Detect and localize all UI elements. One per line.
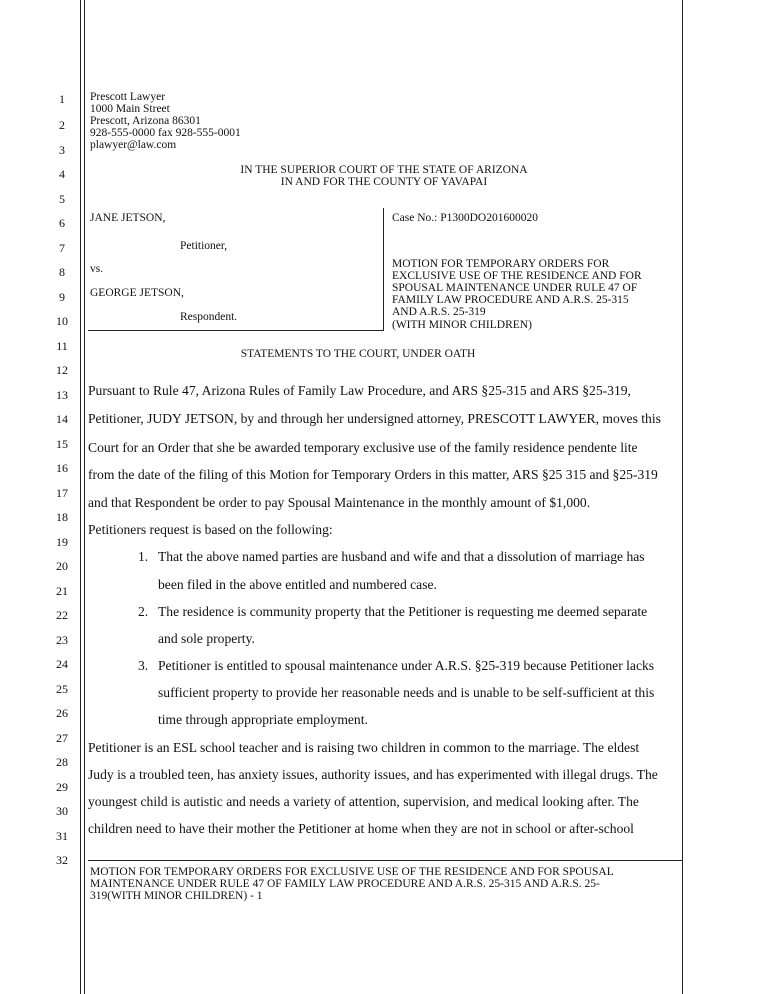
list-line: The residence is community property that the Petitioner is requesting me deemed separate bbox=[158, 604, 648, 619]
line-number: 16 bbox=[56, 461, 68, 475]
list-line: been filed in the above entitled and numbered case. bbox=[158, 577, 437, 592]
left-margin-rule-inner bbox=[84, 0, 85, 994]
list-line: and sole property. bbox=[158, 631, 255, 646]
attorney-city: Prescott, Arizona 86301 bbox=[90, 115, 201, 127]
motion-title-line: SPOUSAL MAINTENANCE UNDER RULE 47 OF bbox=[392, 282, 638, 294]
respondent-role: Respondent. bbox=[180, 311, 238, 323]
line-number: 4 bbox=[59, 167, 65, 181]
attorney-name: Prescott Lawyer bbox=[90, 91, 166, 103]
left-margin-rule bbox=[80, 0, 81, 994]
body-line: Petitioner is an ESL school teacher and is raising two children in common to the marriage. The eldest bbox=[88, 740, 640, 755]
statement-heading: STATEMENTS TO THE COURT, UNDER OATH bbox=[240, 348, 476, 360]
attorney-address: 1000 Main Street bbox=[90, 103, 170, 115]
line-number: 12 bbox=[56, 363, 68, 377]
line-number: 14 bbox=[56, 412, 68, 426]
motion-title-line: MOTION FOR TEMPORARY ORDERS FOR bbox=[392, 258, 610, 270]
attorney-email[interactable]: plawyer@law.com bbox=[90, 139, 177, 151]
line-number: 30 bbox=[56, 804, 68, 818]
line-number: 27 bbox=[56, 731, 68, 745]
list-line: That the above named parties are husband and wife and that a dissolution of marriage has bbox=[158, 549, 645, 564]
body-line: Pursuant to Rule 47, Arizona Rules of Family Law Procedure, and ARS §25-315 and ARS §25-319, bbox=[88, 383, 631, 398]
body-line: Petitioner, JUDY JETSON, by and through her undersigned attorney, PRESCOTT LAWYER, moves this bbox=[88, 411, 661, 426]
line-number: 22 bbox=[56, 608, 68, 622]
line-number: 7 bbox=[59, 241, 65, 255]
right-margin-rule bbox=[682, 0, 683, 994]
court-heading-line2: IN AND FOR THE COUNTY OF YAVAPAI bbox=[280, 176, 488, 188]
case-number: Case No.: P1300DO201600020 bbox=[392, 212, 538, 224]
list-number: 3. bbox=[138, 658, 149, 673]
line-number: 32 bbox=[56, 853, 68, 867]
motion-title-line: EXCLUSIVE USE OF THE RESIDENCE AND FOR bbox=[392, 270, 642, 282]
motion-title-line: AND A.R.S. 25-319 bbox=[392, 306, 486, 318]
line-number: 28 bbox=[56, 755, 68, 769]
line-number: 21 bbox=[56, 584, 68, 598]
caption-divider-vertical bbox=[383, 208, 384, 331]
footer-line: MAINTENANCE UNDER RULE 47 OF FAMILY LAW PROCEDURE AND A.R.S. 25-315 AND A.R.S. 25- bbox=[90, 878, 600, 890]
line-number: 31 bbox=[56, 829, 68, 843]
line-number: 2 bbox=[59, 118, 65, 132]
body-line: children need to have their mother the Petitioner at home when they are not in school or after-school bbox=[88, 821, 634, 836]
line-number: 20 bbox=[56, 559, 68, 573]
line-number: 25 bbox=[56, 682, 68, 696]
motion-title-line: FAMILY LAW PROCEDURE AND A.R.S. 25-315 bbox=[392, 294, 629, 306]
line-number: 19 bbox=[56, 535, 68, 549]
line-number: 5 bbox=[59, 192, 65, 206]
list-number: 2. bbox=[138, 604, 149, 619]
body-line: Judy is a troubled teen, has anxiety issues, authority issues, and has experimented with illegal drugs. The bbox=[88, 767, 658, 782]
body-line: Petitioners request is based on the following: bbox=[88, 522, 333, 537]
line-number: 8 bbox=[59, 265, 65, 279]
list-line: time through appropriate employment. bbox=[158, 712, 368, 727]
body-line: youngest child is autistic and needs a variety of attention, supervision, and medical looking after. The bbox=[88, 794, 639, 809]
line-number: 17 bbox=[56, 486, 68, 500]
line-number: 29 bbox=[56, 780, 68, 794]
court-heading-line1: IN THE SUPERIOR COURT OF THE STATE OF ARIZONA bbox=[240, 164, 528, 176]
line-number: 10 bbox=[56, 314, 68, 328]
body-line: and that Respondent be order to pay Spousal Maintenance in the monthly amount of $1,000. bbox=[88, 495, 591, 510]
line-number: 13 bbox=[56, 388, 68, 402]
line-number: 11 bbox=[56, 339, 68, 353]
respondent-name: GEORGE JETSON, bbox=[90, 287, 184, 299]
body-line: from the date of the filing of this Motion for Temporary Orders in this matter, ARS §25 315 and §25-319 bbox=[88, 467, 658, 482]
line-number: 6 bbox=[59, 216, 65, 230]
versus: vs. bbox=[90, 263, 104, 275]
motion-title-line: (WITH MINOR CHILDREN) bbox=[392, 319, 532, 331]
line-number: 26 bbox=[56, 706, 68, 720]
footer-line: 319(WITH MINOR CHILDREN) - 1 bbox=[90, 890, 263, 902]
line-number: 1 bbox=[59, 92, 65, 106]
caption-divider-bottom bbox=[88, 330, 383, 331]
line-number: 3 bbox=[59, 143, 65, 157]
line-number: 9 bbox=[59, 290, 65, 304]
list-line: sufficient property to provide her reasonable needs and is unable to be self-sufficient at this bbox=[158, 685, 655, 700]
line-number: 15 bbox=[56, 437, 68, 451]
list-line: Petitioner is entitled to spousal maintenance under A.R.S. §25-319 because Petitioner lacks bbox=[158, 658, 655, 673]
petitioner-role: Petitioner, bbox=[180, 240, 228, 252]
line-number: 18 bbox=[56, 510, 68, 524]
list-number: 1. bbox=[138, 549, 149, 564]
line-number: 24 bbox=[56, 657, 68, 671]
footer-rule bbox=[88, 860, 682, 861]
petitioner-name: JANE JETSON, bbox=[90, 212, 166, 224]
line-number: 23 bbox=[56, 633, 68, 647]
attorney-phone: 928-555-0000 fax 928-555-0001 bbox=[90, 127, 241, 139]
footer-line: MOTION FOR TEMPORARY ORDERS FOR EXCLUSIVE USE OF THE RESIDENCE AND FOR SPOUSAL bbox=[90, 866, 614, 878]
body-line: Court for an Order that she be awarded temporary exclusive use of the family residence pendente lite bbox=[88, 440, 638, 455]
